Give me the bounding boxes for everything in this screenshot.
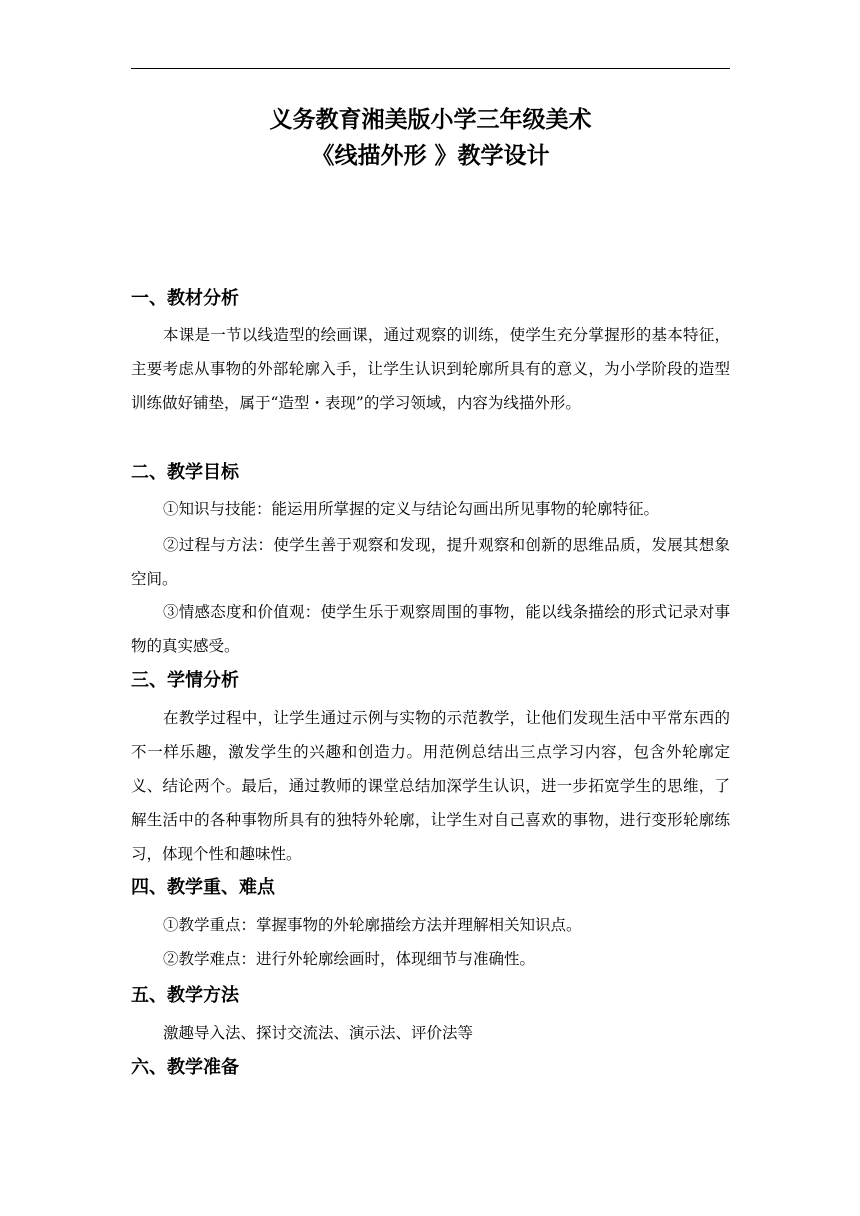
section-paragraph: 在教学过程中，让学生通过示例与实物的示范教学，让他们发现生活中平常东西的不一样乐趣，激发学生的兴趣和创造力。用范例总结出三点学习内容，包含外轮廓定义、结论两个。最后，通过教师的课堂总结加深学生认识，进一步拓宽学生的思维，了解生活中的各种事物所具有的独特外轮廓，让学生对自己喜欢的事物，进行变形轮廓练习，体现个性和趣味性。 [131, 709, 730, 863]
section-heading-teaching-methods: 五、教学方法 [131, 985, 239, 1006]
section-paragraph: 本课是一节以线造型的绘画课，通过观察的训练，使学生充分掌握形的基本特征，主要考虑从事物的外部轮廓入手，让学生认识到轮廓所具有的意义，为小学阶段的造型训练做好铺垫，属于“造型・表现”的学习领域，内容为线描外形。 [131, 326, 730, 412]
header-rule [131, 68, 730, 69]
section-paragraph: ②过程与方法：使学生善于观察和发现，提升观察和创新的思维品质，发展其想象空间。 [131, 536, 730, 588]
section-heading-student-analysis: 三、学情分析 [131, 670, 239, 691]
section-heading-textbook-analysis: 一、教材分析 [131, 288, 239, 309]
section-paragraph: ②教学难点：进行外轮廓绘画时，体现细节与准确性。 [163, 950, 536, 968]
section-heading-teaching-preparation: 六、教学准备 [131, 1057, 239, 1078]
section-paragraph: ①知识与技能：能运用所掌握的定义与结论勾画出所见事物的轮廓特征。 [163, 500, 660, 518]
document-title-line-1: 义务教育湘美版小学三年级美术 [269, 107, 592, 133]
section-paragraph: ①教学重点：掌握事物的外轮廓描绘方法并理解相关知识点。 [163, 916, 582, 934]
section-paragraph: 激趣导入法、探讨交流法、演示法、评价法等 [163, 1024, 474, 1042]
section-paragraph: ③情感态度和价值观：使学生乐于观察周围的事物，能以线条描绘的形式记录对事物的真实感受。 [131, 603, 730, 655]
document-title-line-2: 《线描外形 》教学设计 [311, 143, 550, 169]
section-heading-teaching-goals: 二、教学目标 [131, 462, 239, 483]
section-heading-key-difficult-points: 四、教学重、难点 [131, 877, 275, 898]
